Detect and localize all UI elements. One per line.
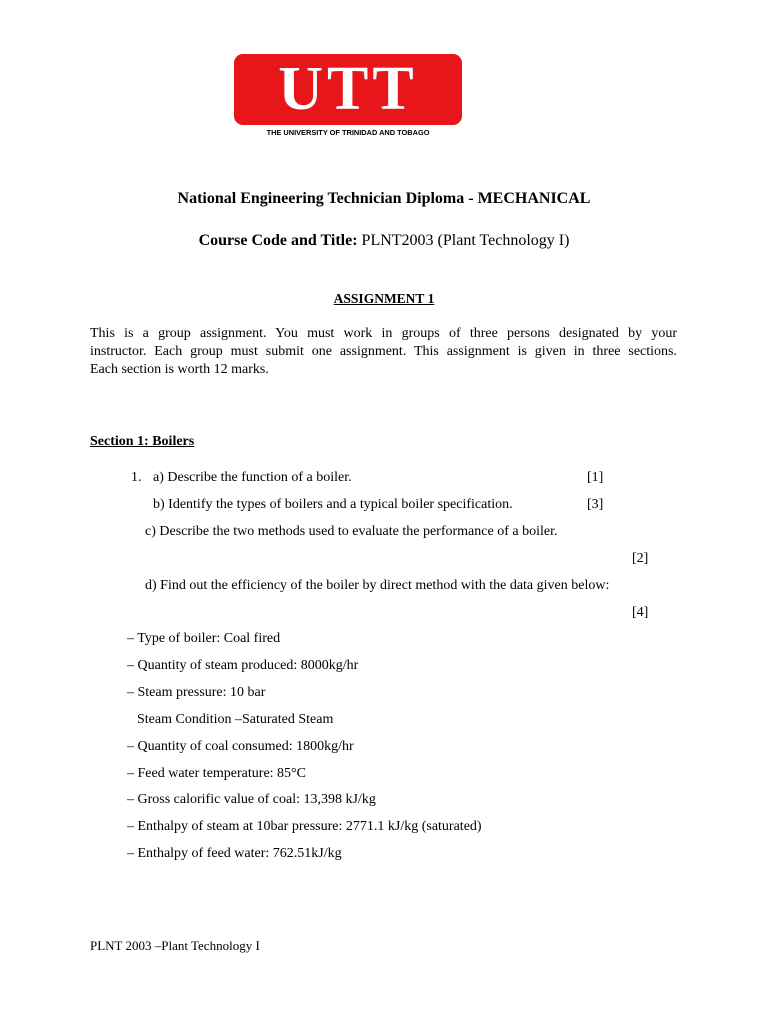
marks-part-d: [4] <box>632 605 649 620</box>
intro-line: Each section is worth 12 marks. <box>90 362 269 377</box>
data-item: – Quantity of steam produced: 8000kg/hr <box>127 658 359 673</box>
section-heading: Section 1: Boilers <box>90 434 195 449</box>
course-label: Course Code and Title: <box>198 232 358 249</box>
data-item: – Gross calorific value of coal: 13,398 kJ/kg <box>127 792 376 807</box>
data-item: – Enthalpy of feed water: 762.51kJ/kg <box>127 846 342 861</box>
marks-part-b: [3] <box>587 497 604 512</box>
question-part-b: b) Identify the types of boilers and a typical boiler specification. <box>153 497 513 512</box>
data-item: – Steam pressure: 10 bar <box>127 685 266 700</box>
logo-tagline: THE UNIVERSITY OF TRINIDAD AND TOBAGO <box>266 128 430 136</box>
course-value: PLNT2003 (Plant Technology I) <box>361 232 570 249</box>
course-line <box>0 230 768 252</box>
question-part-c: c) Describe the two methods used to evaluate the performance of a boiler. <box>145 524 558 539</box>
marks-part-a: [1] <box>587 470 604 485</box>
document-title: National Engineering Technician Diploma - MECHANICAL <box>177 190 591 207</box>
data-item: – Type of boiler: Coal fired <box>127 631 281 646</box>
assignment-heading: ASSIGNMENT 1 <box>333 291 435 306</box>
intro-line: instructor. Each group must submit one assignment. This assignment is given in three sections. <box>90 344 677 359</box>
data-item: – Enthalpy of steam at 10bar pressure: 2771.1 kJ/kg (saturated) <box>127 819 482 834</box>
data-item: Steam Condition –Saturated Steam <box>137 712 334 727</box>
data-item: – Quantity of coal consumed: 1800kg/hr <box>127 739 354 754</box>
page-footer: PLNT 2003 –Plant Technology I <box>90 938 260 953</box>
intro-paragraph <box>90 325 677 379</box>
data-item: – Feed water temperature: 85°C <box>127 766 306 781</box>
question-part-a: a) Describe the function of a boiler. <box>153 470 352 485</box>
question-number: 1. <box>131 470 142 485</box>
logo-letters: UTT <box>278 55 418 123</box>
utt-logo <box>234 54 462 136</box>
marks-part-c: [2] <box>632 551 649 566</box>
intro-line: This is a group assignment. You must work in groups of three persons designated by your <box>90 326 677 341</box>
question-part-d: d) Find out the efficiency of the boiler by direct method with the data given below: <box>145 578 610 593</box>
